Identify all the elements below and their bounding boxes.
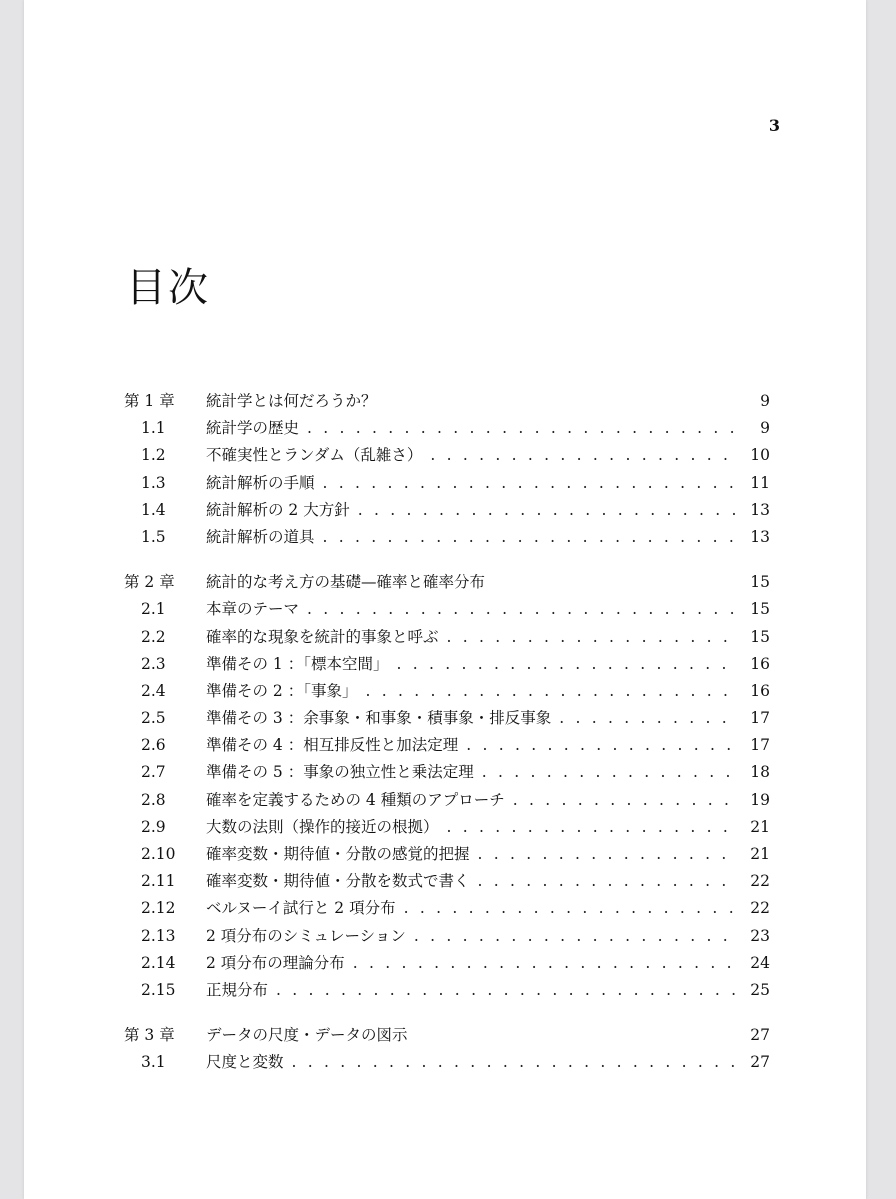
dot-leader xyxy=(396,651,736,678)
toc-section-entry[interactable] xyxy=(124,705,770,732)
section-number: 2.5 xyxy=(141,709,166,728)
toc-section-entry[interactable] xyxy=(124,787,770,814)
chapter-number: 第 3 章 xyxy=(124,1026,175,1045)
chapter-title: 統計学とは何だろうか？ xyxy=(206,392,377,410)
toc-section-entry[interactable] xyxy=(124,524,770,551)
toc-chapter xyxy=(124,388,770,551)
dot-leader xyxy=(307,415,736,442)
toc-section-entry[interactable] xyxy=(124,1049,770,1076)
section-page-number: 15 xyxy=(750,627,770,646)
section-number: 2.9 xyxy=(141,817,166,836)
dot-leader xyxy=(404,895,736,922)
chapter-page-number: 27 xyxy=(750,1026,770,1045)
section-page-number: 22 xyxy=(750,872,770,891)
section-page-number: 24 xyxy=(750,953,770,972)
section-title: 正規分布 xyxy=(206,980,269,999)
section-page-number: 10 xyxy=(750,446,770,465)
document-page xyxy=(24,0,866,1199)
section-title: 確率変数・期待値・分散を数式で書く xyxy=(206,872,470,891)
toc-chapter xyxy=(124,1022,770,1076)
dot-leader xyxy=(323,524,736,551)
section-page-number: 16 xyxy=(750,654,770,673)
dot-leader xyxy=(447,624,736,651)
section-page-number: 13 xyxy=(750,500,770,519)
section-page-number: 15 xyxy=(750,600,770,619)
section-page-number: 21 xyxy=(750,845,770,863)
section-title: 統計解析の手順 xyxy=(206,473,315,492)
section-number: 2.6 xyxy=(141,736,166,755)
section-number: 2.13 xyxy=(141,926,176,945)
toc-section-entry[interactable] xyxy=(124,923,770,950)
section-page-number: 13 xyxy=(750,527,770,546)
chapter-page-number: 9 xyxy=(760,392,770,410)
section-number: 2.1 xyxy=(141,600,166,619)
section-title: 準備その 3 ：余事象・和事象・積事象・排反事象 xyxy=(206,709,552,728)
toc-chapter-entry[interactable] xyxy=(124,569,770,596)
toc-section-entry[interactable] xyxy=(124,624,770,651)
toc-section-list xyxy=(124,1049,770,1076)
section-page-number: 25 xyxy=(750,980,770,999)
section-title: 準備その 2 ：「事象」 xyxy=(206,681,358,700)
dot-leader xyxy=(276,977,736,1004)
section-title: 不確実性とランダム（乱雑さ） xyxy=(206,446,423,465)
section-title: 確率変数・期待値・分散の感覚的把握 xyxy=(206,845,470,863)
dot-leader xyxy=(559,705,736,732)
toc-section-entry[interactable] xyxy=(124,868,770,895)
toc-section-entry[interactable] xyxy=(124,759,770,786)
section-number: 1.3 xyxy=(141,473,166,492)
page-title: 目次 xyxy=(126,265,210,311)
toc-chapter-entry[interactable] xyxy=(124,388,770,415)
dot-leader xyxy=(447,814,736,841)
toc-section-list xyxy=(124,596,770,1004)
section-number: 2.7 xyxy=(141,763,166,782)
toc-section-entry[interactable] xyxy=(124,841,770,868)
dot-leader xyxy=(292,1049,736,1076)
section-title: ベルヌーイ試行と 2 項分布 xyxy=(206,899,396,918)
section-number: 1.1 xyxy=(141,419,166,438)
toc-section-entry[interactable] xyxy=(124,732,770,759)
chapter-title: データの尺度・データの図示 xyxy=(206,1026,408,1045)
section-number: 2.3 xyxy=(141,654,166,673)
dot-leader xyxy=(478,868,736,895)
section-number: 2.15 xyxy=(141,980,176,999)
section-page-number: 27 xyxy=(750,1053,770,1072)
toc-section-entry[interactable] xyxy=(124,814,770,841)
toc-section-entry[interactable] xyxy=(124,415,770,442)
section-title: 尺度と変数 xyxy=(206,1053,284,1072)
section-page-number: 9 xyxy=(760,419,770,438)
chapter-title: 統計的な考え方の基礎—確率と確率分布 xyxy=(206,573,486,592)
page-number: 3 xyxy=(768,116,780,135)
section-title: 確率を定義するための 4 種類のアプローチ xyxy=(206,790,505,809)
toc-chapter-entry[interactable] xyxy=(124,1022,770,1049)
section-title: 準備その 1 ：「標本空間」 xyxy=(206,654,389,673)
section-number: 2.12 xyxy=(141,899,176,918)
dot-leader xyxy=(478,841,736,868)
section-number: 2.8 xyxy=(141,790,166,809)
section-page-number: 21 xyxy=(750,817,770,836)
section-page-number: 11 xyxy=(750,473,770,492)
section-page-number: 23 xyxy=(750,926,770,945)
chapter-number: 第 1 章 xyxy=(124,392,175,410)
section-number: 2.10 xyxy=(141,845,176,863)
section-number: 1.2 xyxy=(141,446,166,465)
dot-leader xyxy=(513,787,736,814)
section-page-number: 22 xyxy=(750,899,770,918)
section-title: 2 項分布のシミュレーション xyxy=(206,926,406,945)
table-of-contents xyxy=(124,388,770,1095)
section-title: 統計解析の道具 xyxy=(206,527,315,546)
section-title: 統計解析の 2 大方針 xyxy=(206,500,350,519)
section-title: 準備その 4 ：相互排反性と加法定理 xyxy=(206,736,459,755)
toc-section-entry[interactable] xyxy=(124,497,770,524)
dot-leader xyxy=(430,442,736,469)
section-page-number: 18 xyxy=(750,763,770,782)
dot-leader xyxy=(466,732,736,759)
chapter-page-number: 15 xyxy=(750,573,770,592)
toc-section-entry[interactable] xyxy=(124,596,770,623)
section-title: 本章のテーマ xyxy=(206,600,300,619)
section-number: 2.11 xyxy=(141,872,176,891)
section-number: 2.4 xyxy=(141,681,166,700)
section-page-number: 19 xyxy=(750,790,770,809)
section-title: 2 項分布の理論分布 xyxy=(206,953,345,972)
toc-section-entry[interactable] xyxy=(124,442,770,469)
dot-leader xyxy=(323,470,736,497)
toc-section-entry[interactable] xyxy=(124,678,770,705)
section-number: 1.5 xyxy=(141,527,166,546)
section-number: 2.2 xyxy=(141,627,166,646)
section-number: 3.1 xyxy=(141,1053,166,1072)
toc-section-entry[interactable] xyxy=(124,895,770,922)
toc-section-list xyxy=(124,415,770,551)
dot-leader xyxy=(365,678,736,705)
dot-leader xyxy=(482,759,736,786)
section-number: 2.14 xyxy=(141,953,176,972)
section-title: 準備その 5 ：事象の独立性と乗法定理 xyxy=(206,763,474,782)
dot-leader xyxy=(307,596,736,623)
section-title: 確率的な現象を統計的事象と呼ぶ xyxy=(206,627,439,646)
toc-chapter xyxy=(124,569,770,1004)
section-page-number: 16 xyxy=(750,681,770,700)
section-page-number: 17 xyxy=(750,736,770,755)
section-title: 統計学の歴史 xyxy=(206,419,300,438)
toc-section-entry[interactable] xyxy=(124,950,770,977)
toc-section-entry[interactable] xyxy=(124,651,770,678)
section-page-number: 17 xyxy=(750,709,770,728)
toc-section-entry[interactable] xyxy=(124,977,770,1004)
chapter-number: 第 2 章 xyxy=(124,573,175,592)
dot-leader xyxy=(414,923,736,950)
dot-leader xyxy=(353,950,736,977)
section-title: 大数の法則（操作的接近の根拠） xyxy=(206,817,439,836)
dot-leader xyxy=(358,497,736,524)
toc-section-entry[interactable] xyxy=(124,470,770,497)
section-number: 1.4 xyxy=(141,500,166,519)
